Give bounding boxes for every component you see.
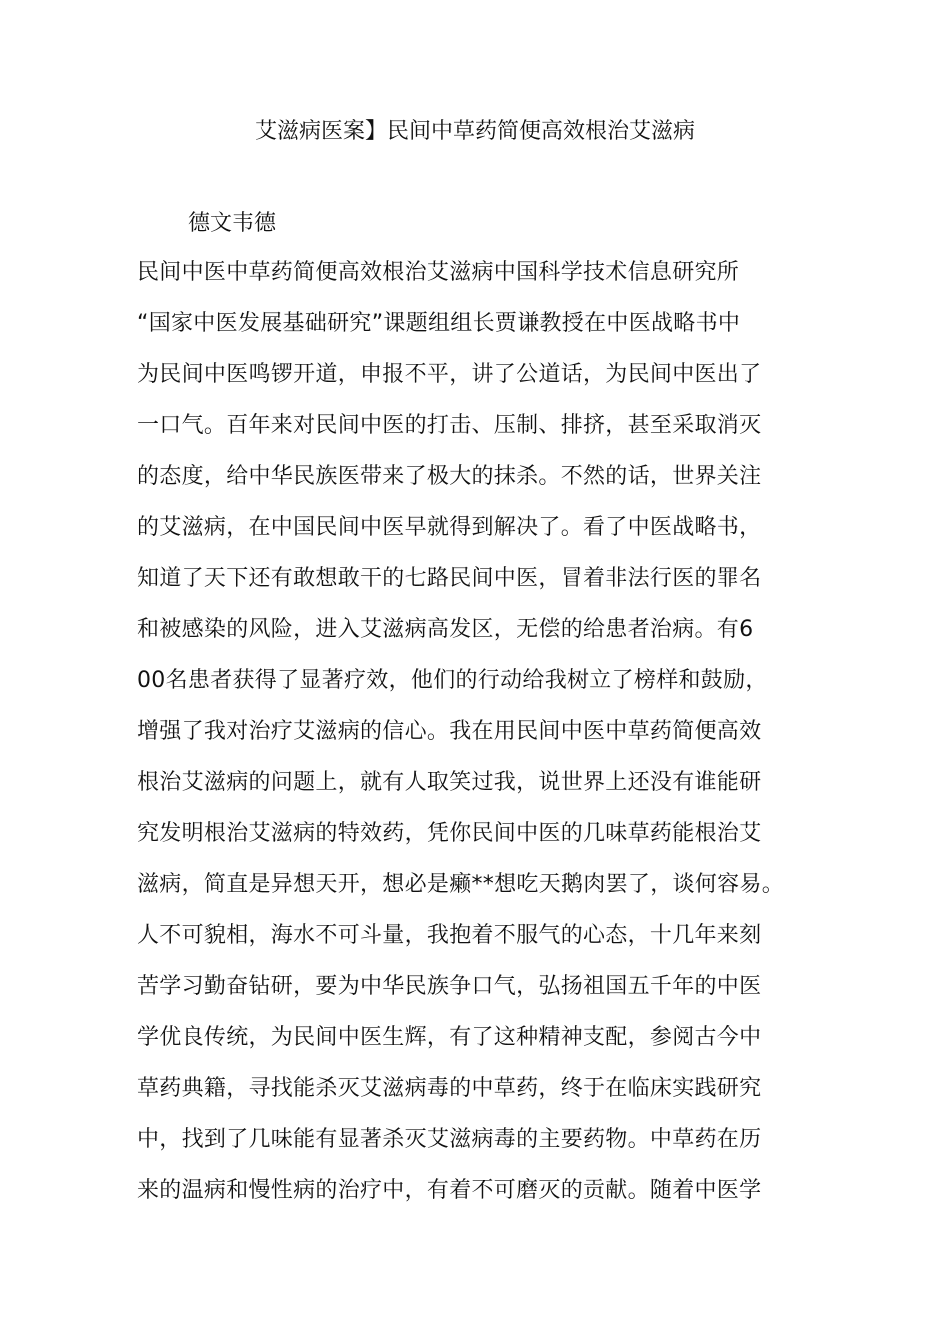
body-line: 苦学习勤奋钻研，要为中华民族争口气，弘扬祖国五千年的中医 [137, 974, 762, 999]
body-line: 草药典籍，寻找能杀灭艾滋病毒的中草药，终于在临床实践研究 [137, 1076, 762, 1101]
document-title: 艾滋病医案】民间中草药简便高效根治艾滋病 [254, 119, 695, 144]
body-line: 增强了我对治疗艾滋病的信心。我在用民间中医中草药简便高效 [137, 719, 762, 744]
body-line: 来的温病和慢性病的治疗中，有着不可磨灭的贡献。随着中医学 [137, 1178, 762, 1203]
body-line: 人不可貌相，海水不可斗量，我抱着不服气的心态，十几年来刻 [137, 923, 762, 948]
body-line: 一口气。百年来对民间中医的打击、压制、排挤，甚至采取消灭 [137, 413, 762, 438]
body-line: 和被感染的风险，进入艾滋病高发区，无偿的给患者治病。有6 [137, 617, 754, 642]
body-line: 为民间中医鸣锣开道，申报不平，讲了公道话，为民间中医出了 [137, 362, 762, 387]
body-line: 究发明根治艾滋病的特效药，凭你民间中医的几味草药能根治艾 [137, 821, 762, 846]
document-author: 德文韦德 [188, 211, 277, 236]
body-line: 中，找到了几味能有显著杀灭艾滋病毒的主要药物。中草药在历 [137, 1127, 762, 1152]
body-line: 00名患者获得了显著疗效，他们的行动给我树立了榜样和鼓励， [137, 668, 768, 693]
body-line: 知道了天下还有敢想敢干的七路民间中医，冒着非法行医的罪名 [137, 566, 762, 591]
body-line: 的艾滋病，在中国民间中医早就得到解决了。看了中医战略书， [137, 515, 762, 540]
body-line: 的态度，给中华民族医带来了极大的抹杀。不然的话，世界关注 [137, 464, 762, 489]
body-line: 民间中医中草药简便高效根治艾滋病中国科学技术信息研究所 [137, 260, 740, 285]
body-line: 学优良传统，为民间中医生辉，有了这种精神支配，参阅古今中 [137, 1025, 762, 1050]
body-line: “国家中医发展基础研究”课题组组长贾谦教授在中医战略书中 [137, 311, 741, 336]
body-line: 滋病，简直是异想天开，想必是癞**想吃天鹅肉罢了，谈何容易。 [137, 872, 785, 897]
body-line: 根治艾滋病的问题上，就有人取笑过我，说世界上还没有谁能研 [137, 770, 762, 795]
